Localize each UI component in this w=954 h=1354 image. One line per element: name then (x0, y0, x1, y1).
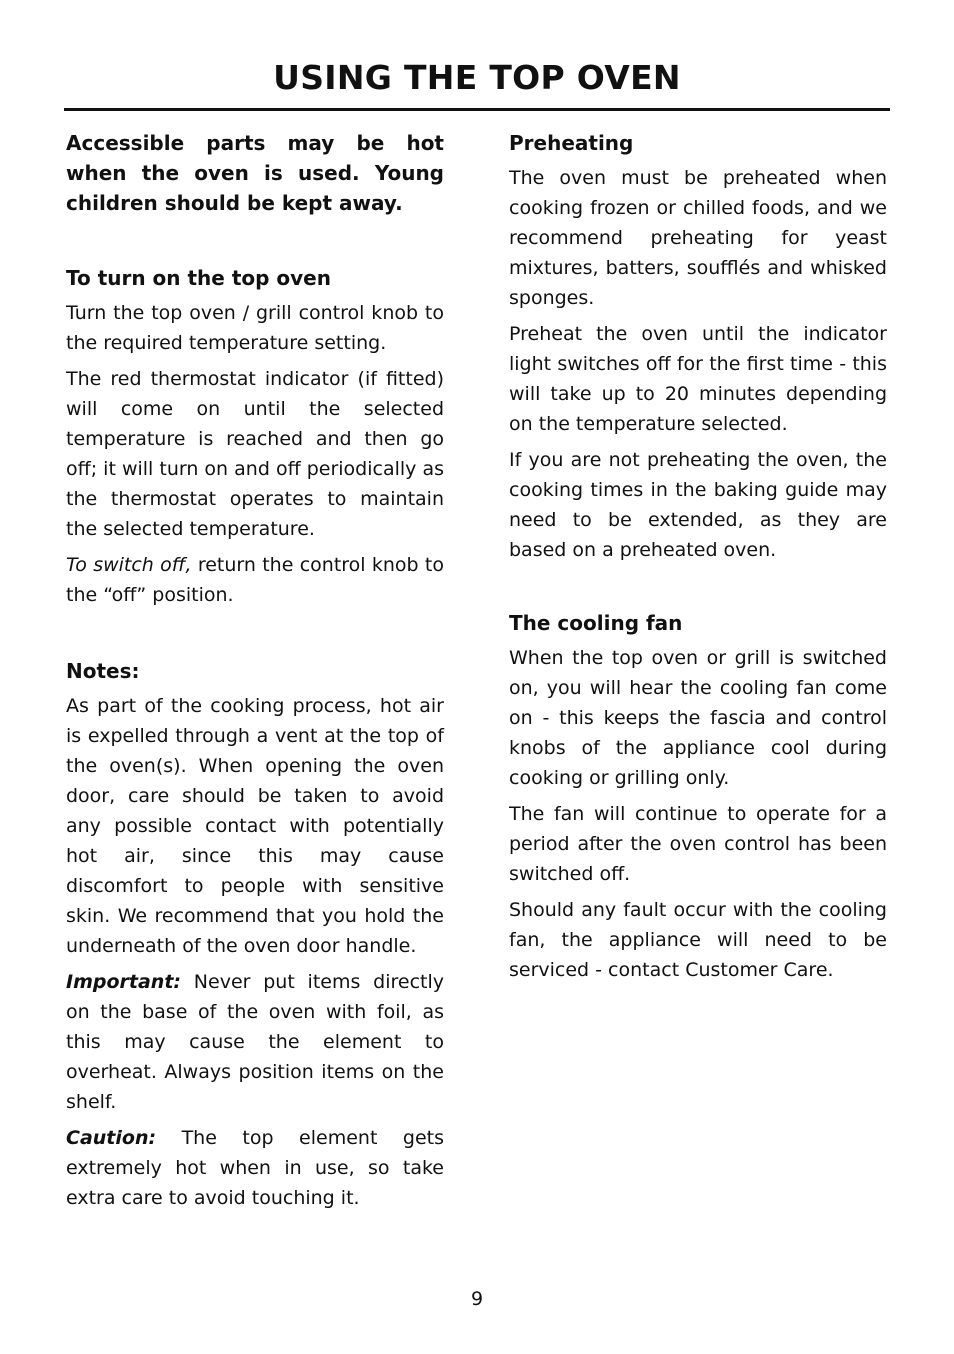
cooling-fan-section (509, 608, 887, 985)
turn-on-paragraph-1: Turn the top oven / grill control knob to the required temperature setting. (66, 302, 444, 354)
cooling-fan-paragraph-3: Should any fault occur with the cooling fan, the appliance will need to be serviced - contact Customer Care. (509, 899, 887, 981)
caution-note (66, 1123, 444, 1213)
important-lead: Important: (66, 971, 182, 993)
preheating-section (509, 128, 887, 565)
preheating-paragraph-1: The oven must be preheated when cooking frozen or chilled foods, and we recommend preheating for yeast mixtures, batters, soufflés and whisked sponges. (509, 167, 887, 309)
cooling-fan-heading: The cooling fan (509, 611, 683, 635)
preheating-heading: Preheating (509, 131, 634, 155)
switch-off-text: return the control knob to the “off” position. (66, 554, 444, 606)
title-divider (64, 108, 890, 111)
page-title: USING THE TOP OVEN (273, 58, 681, 97)
preheating-paragraph-2: Preheat the oven until the indicator light switches off for the first time - this will take up to 20 minutes depending on the temperature selected. (509, 323, 887, 435)
cooling-fan-paragraph-2: The fan will continue to operate for a period after the oven control has been switched off. (509, 803, 887, 885)
switch-off-lead: To switch off, (66, 554, 192, 576)
safety-warning: Accessible parts may be hot when the oven is used. Young children should be kept away. (66, 131, 444, 215)
right-column (509, 128, 887, 991)
caution-lead: Caution: (66, 1127, 157, 1149)
notes-heading: Notes: (66, 659, 140, 683)
page-number: 9 (470, 1288, 484, 1310)
notes-paragraph: As part of the cooking process, hot air is expelled through a vent at the top of the oven(s). When opening the oven door, care should be taken to avoid any possible contact with potentially hot air, since this may cause discomfort to people with sensitive skin. We recommend that you hold the underneath of the oven door handle. (66, 695, 444, 957)
important-text: Never put items directly on the base of the oven with foil, as this may cause the element to overheat. Always position items on the shelf. (66, 971, 444, 1113)
important-note (66, 967, 444, 1117)
cooling-fan-paragraph-1: When the top oven or grill is switched on, you will hear the cooling fan come on - this keeps the fascia and control knobs of the appliance cool during cooking or grilling only. (509, 647, 887, 789)
turn-on-heading: To turn on the top oven (66, 266, 331, 290)
preheating-paragraph-3: If you are not preheating the oven, the cooking times in the baking guide may need to be extended, as they are based on a preheated oven. (509, 449, 887, 561)
left-column (66, 128, 444, 1219)
turn-on-paragraph-2: The red thermostat indicator (if fitted) will come on until the selected temperature is reached and then go off; it will turn on and off periodically as the thermostat operates to maintain the selected temperature. (66, 368, 444, 540)
switch-off-paragraph (66, 550, 444, 610)
notes-section (66, 656, 444, 1213)
turn-on-section (66, 263, 444, 610)
caution-text: The top element gets extremely hot when in use, so take extra care to avoid touching it. (66, 1127, 444, 1209)
